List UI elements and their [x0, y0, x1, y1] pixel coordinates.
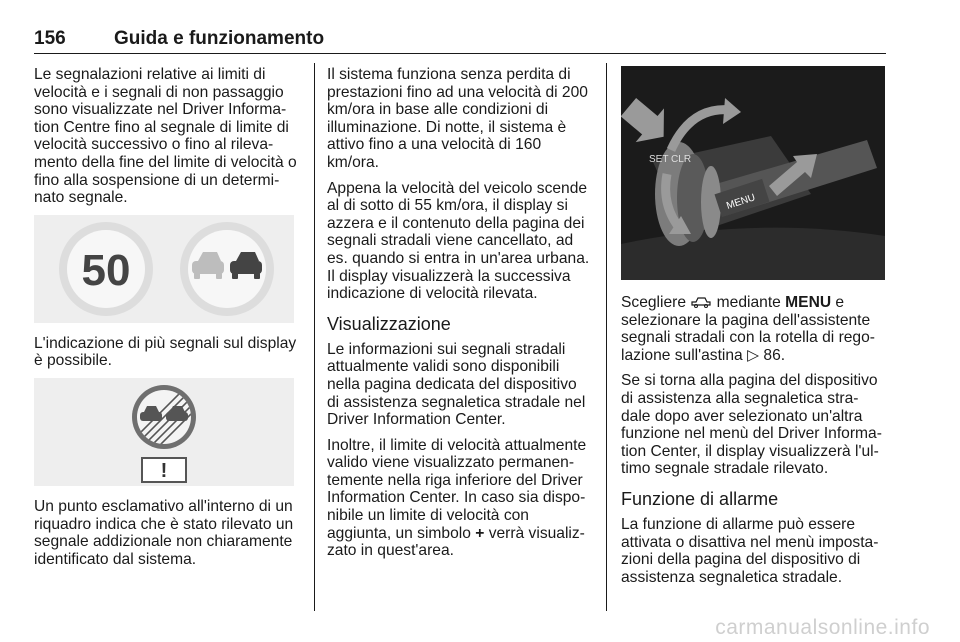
page-header	[34, 28, 886, 52]
column-divider-2	[606, 63, 607, 611]
stalk-label-menu: MENU	[725, 192, 757, 212]
column-left	[34, 66, 298, 576]
page-number: 156	[34, 28, 66, 49]
column-middle	[327, 66, 591, 568]
plus-symbol: +	[475, 524, 485, 542]
paragraph: Scegliere mediante MENU e selezionare la pagina dell'assistente segnali stradali con la rotella di rego-lazione sull'astina ▷ 86.	[621, 294, 875, 364]
page-ref-icon: ▷	[747, 346, 760, 364]
speed-and-overtaking-signs	[34, 215, 294, 323]
traffic-sign-car-icon	[690, 296, 712, 308]
speed-limit-sign-text: 50	[81, 245, 131, 295]
section-heading: Visualizzazione	[327, 313, 451, 334]
stalk-label-set-clr: SET CLR	[649, 154, 692, 165]
page-title: Guida e funzionamento	[114, 28, 325, 49]
watermark: carmanualsonline.info	[715, 616, 930, 639]
steering-stalk-photo	[621, 66, 885, 280]
sign-figure-speed-limit	[34, 215, 294, 323]
sign-figure-end-restriction	[34, 378, 294, 486]
paragraph: Appena la velocità del veicolo scende al di sotto di 55 km/ora, il display si azzera e il contenuto della pagina dei segnali stradali viene cancellato, ad es. quando si entra in un'area urbana. Il display visualizzerà la successiva indicazione di velocità rilevata.	[327, 179, 590, 303]
menu-key-label: MENU	[785, 294, 832, 311]
column-divider-1	[314, 63, 315, 611]
stalk-illustration	[621, 66, 885, 280]
paragraph: Il sistema funziona senza perdita di prestazioni fino ad una velocità di 200 km/ora in base alle condizioni di illuminazione. Di notte, il sistema è attivo fino a una velocità di 160 km/ora.	[327, 66, 588, 171]
section-heading: Funzione di allarme	[621, 488, 779, 509]
end-of-overtaking-restriction-sign	[34, 378, 294, 486]
exclamation-box-text: !	[160, 459, 168, 482]
paragraph: Le segnalazioni relative ai limiti di velocità e i segnali di non passaggio sono visualizzate nel Driver Informa-tion Centre fino al segnale di limite di velocità successivo o fino al rileva-mento della fine del limite di velocità o fino alla sospensione di un determi-nato segnale.	[34, 66, 297, 207]
paragraph: Se si torna alla pagina del dispositivo di assistenza alla segnaletica stra-dale dopo aver selezionato un'altra funzione nel menù del Driver Informa-tion Center, il display visualizzerà l'ul-timo segnale stradale rilevato.	[621, 372, 882, 478]
paragraph: Un punto esclamativo all'interno di un riquadro indica che è stato rilevato un segnale addizionale non chiaramente identificato dal sistema.	[34, 497, 294, 568]
column-right	[621, 66, 887, 594]
paragraph: L'indicazione di più segnali sul display è possibile.	[34, 334, 297, 370]
paragraph: La funzione di allarme può essere attivata o disattiva nel menù imposta-zioni della pagina del dispositivo di assistenza segnaletica stradale.	[621, 515, 879, 586]
paragraph: Inoltre, il limite di velocità attualmente valido viene visualizzato permanen-temente nella riga inferiore del Driver Information Center. In caso sia dispo-nibile un limite di velocità con aggiunta, un simbolo + verrà visualiz-zato in quest'area.	[327, 436, 587, 560]
header-divider	[34, 53, 886, 54]
paragraph: Le informazioni sui segnali stradali attualmente validi sono disponibili nella pagina dedicata del dispositivo di assistenza segnaletica stradale nel Driver Information Center.	[327, 340, 586, 429]
